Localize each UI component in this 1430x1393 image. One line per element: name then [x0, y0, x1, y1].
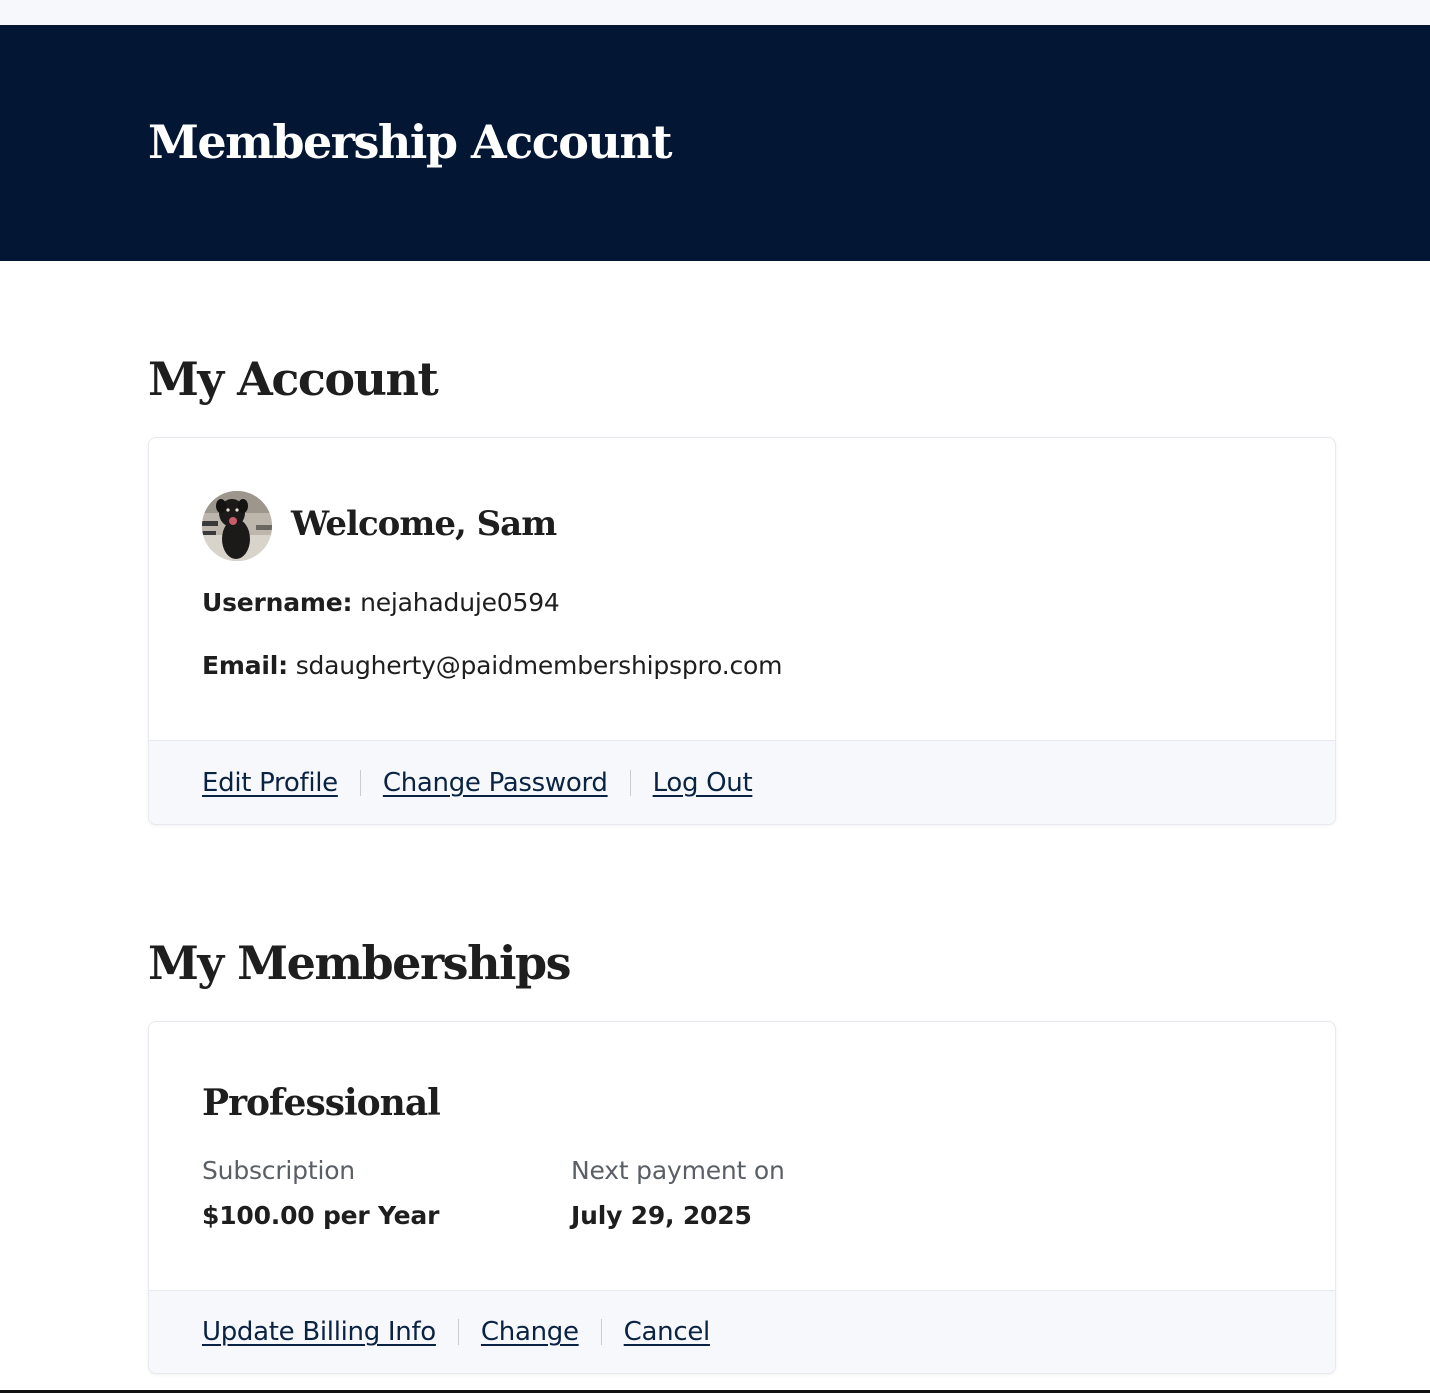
email-value: sdaugherty@paidmembershipspro.com: [295, 651, 783, 680]
username-value: nejahaduje0594: [360, 588, 560, 617]
page-header: [0, 25, 1430, 261]
top-strip: [0, 0, 1430, 25]
subscription-label: Subscription: [202, 1156, 355, 1185]
next-payment-label: Next payment on: [571, 1156, 785, 1185]
cancel-membership-link[interactable]: Cancel: [623, 1317, 710, 1347]
my-memberships-heading: My Memberships: [148, 936, 571, 990]
change-password-link[interactable]: Change Password: [382, 767, 608, 798]
username-label: Username:: [202, 588, 353, 617]
welcome-message: Welcome, Sam: [291, 504, 557, 544]
change-membership-link[interactable]: Change: [480, 1317, 579, 1347]
membership-card: [148, 1021, 1336, 1374]
separator: [630, 770, 631, 796]
email-label: Email:: [202, 651, 288, 680]
account-card: [148, 437, 1336, 825]
next-payment-value: July 29, 2025: [571, 1201, 752, 1230]
my-account-heading: My Account: [148, 352, 438, 406]
email-row: [202, 651, 782, 680]
separator: [601, 1319, 602, 1345]
edit-profile-link[interactable]: Edit Profile: [202, 767, 338, 798]
log-out-link[interactable]: Log Out: [652, 767, 753, 798]
username-row: [202, 588, 560, 617]
dog-avatar-icon: [202, 491, 272, 561]
membership-actions: [149, 1290, 1335, 1373]
account-actions: [149, 740, 1335, 824]
membership-level-name: Professional: [202, 1082, 440, 1124]
separator: [458, 1319, 459, 1345]
update-billing-link[interactable]: Update Billing Info: [202, 1317, 436, 1347]
separator: [360, 770, 361, 796]
subscription-value: $100.00 per Year: [202, 1201, 440, 1230]
avatar: [202, 491, 272, 561]
page-title: Membership Account: [148, 115, 672, 169]
